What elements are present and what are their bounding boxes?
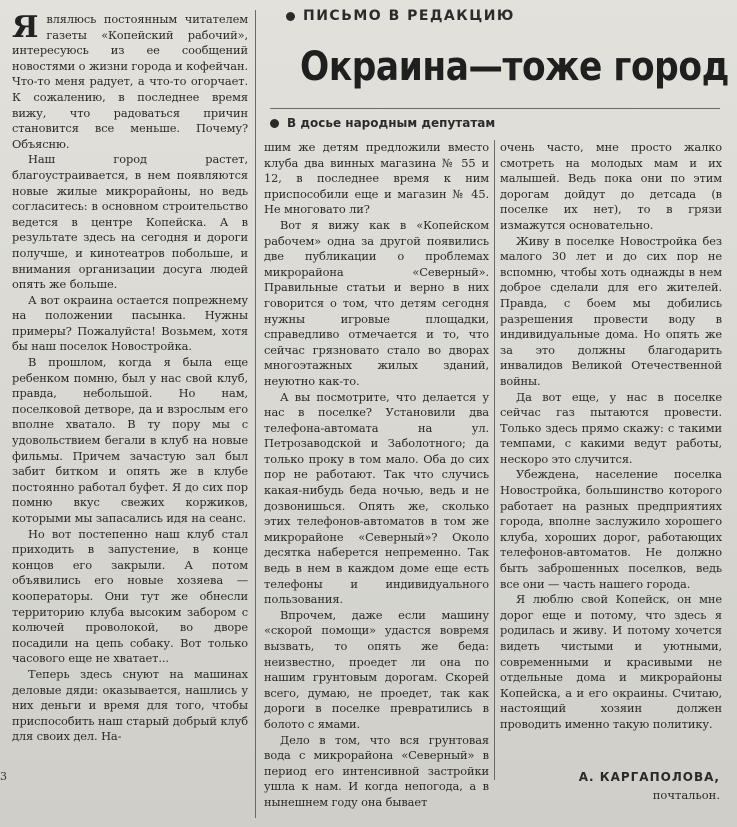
rubric-text: ПИСЬМО В РЕДАКЦИЮ xyxy=(303,8,515,24)
header-rule xyxy=(270,108,720,109)
subheading-text: В досье народным депутатам xyxy=(287,116,496,130)
paragraph: очень часто, мне просто жалко смотреть на молодых мам и их малышей. Ведь пока они по этим дорогам дойдут до детсада (в поселке их нет), то в грязи измажутся основательно. xyxy=(500,140,722,232)
rubric-label xyxy=(286,8,716,24)
page-edge-mark: 3 xyxy=(0,770,7,783)
article-subheading xyxy=(270,116,720,130)
author-occupation: почтальон. xyxy=(652,788,720,802)
paragraph: Наш город растет, благоустраивается, в нем появляются новые жилые микрорайоны, но ведь согласитесь: в основном строительство ведется в центре Копейска. А в результате здесь на сегодня и дороги получше, и кинотеатров побольше, и внимания организации досуга людей опять же больше. xyxy=(12,152,248,292)
paragraph: шим же детям предложили вместо клуба два винных магазина № 55 и 12, в последнее время к ним приспособили еще и магазин № 45. Не многовато ли? xyxy=(264,140,489,217)
paragraph: А вот окраина остается попрежнему на положении пасынка. Нужны примеры? Пожалуйста! Возьмем, хотя бы наш поселок Новостройка. xyxy=(12,292,248,354)
paragraph: Впрочем, даже если машину «скорой помощи» удастся вовремя вызвать, то опять же беда: неизвестно, проедет ли она по нашим грунтовым дорогам. Скорей всего, думаю, не проедет, так как дороги в поселке превратились в болото с ямами. xyxy=(264,607,489,731)
author-signature: А. КАРГАПОЛОВА, xyxy=(578,770,720,784)
paragraph: Теперь здесь снуют на машинах деловые дяди: оказывается, нашлись у них деньги и время для того, чтобы приспособить наш старый добрый клуб для своих дел. На- xyxy=(12,666,248,744)
paragraph: Но вот постепенно наш клуб стал приходить в запустение, в конце концов его закрыли. А потом объявились его новые хозяева — кооператоры. Они тут же обнесли территорию клуба высоким забором с колючей проволокой, во дворе посадили на цепь собаку. Вот только часового еще не хватает... xyxy=(12,526,248,666)
article-column-3 xyxy=(500,140,722,733)
paragraph: Да вот еще, у нас в поселке сейчас газ пытаются провести. Только здесь прямо скажу: с такими темпами, с какими ведут работы, нескоро это случится. xyxy=(500,389,722,466)
paragraph: Живу в поселке Новостройка без малого 30 лет и до сих пор не вспомню, чтобы хоть однажды в нем доброе сделали для его жителей. Правда, с боем мы добились разрешения провести воду в индивидуальные дома. Но опять же за это должны благодарить инвалидов Великой Отечественной войны. xyxy=(500,233,722,388)
paragraph: Убеждена, население поселка Новостройка, большинство которого работает на разных предприятиях города, вполне заслужило хорошего клуба, хороших дорог, работающих телефонов-автоматов. Не должно быть заброшенных поселков, ведь все они — часть нашего города. xyxy=(500,467,722,591)
article-headline: Окраина—тоже город xyxy=(300,44,729,90)
article-column-1 xyxy=(12,12,248,745)
column-divider xyxy=(494,140,495,780)
paragraph xyxy=(12,12,248,152)
column-divider xyxy=(255,10,256,818)
paragraph: Я люблю свой Копейск, он мне дорог еще и потому, что здесь я родилась и живу. И потому хочется видеть чистыми и уютными, современными и красивыми не отдельные дома и микрорайоны Копейска, а и его окраины. Считаю, настоящий хозяин должен проводить именно такую политику. xyxy=(500,592,722,731)
paragraph-text: влялюсь постоянным читателем газеты «Копейский рабочий», интересуюсь из ее сообщений новостями о жизни города и кофейчан. Что-то меня радует, а что-то огорчает. К сожалению, в последнее время вижу, что радоваться причин становится все меньше. Почему? Объясню. xyxy=(12,12,248,151)
paragraph: В прошлом, когда я была еще ребенком помню, был у нас свой клуб, правда, небольшой. Но нам, поселковой детворе, да и взрослым его вполне хватало. В ту пору мы с удовольствием бегали в клуб на новые фильмы. Причем зачастую зал был забит битком и опять же в клубе постоянно работал буфет. Я до сих пор помню вкус свежих коржиков, которыми мы запасались идя на сеанс. xyxy=(12,355,248,525)
bullet-icon xyxy=(286,12,295,21)
bullet-icon xyxy=(270,119,279,128)
paragraph: Вот я вижу как в «Копейском рабочем» одна за другой появились две публикации о проблемах микрорайона «Северный». Правильные статьи и верно в них говорится о том, что детям сегодня нужны игровые площадки, справедливо отмечается и то, что сейчас грязновато стало во дворах многоэтажных жилых зданий, неуютно как-то. xyxy=(264,217,489,388)
article-column-2 xyxy=(264,140,489,811)
paragraph: Дело в том, что вся грунтовая вода с микрорайона «Северный» в период его интенсивной застройки ушла к нам. И когда непогода, а в нынешнем году она бывает xyxy=(264,732,489,809)
paragraph: А вы посмотрите, что делается у нас в поселке? Установили два телефона-автомата на ул. Петрозаводской и Заболотного; да только проку в том мало. Оба до сих пор не работают. Так что случись какая-нибудь беда ночью, ведь и не дозвонишься. Опять же, сколько этих телефонов-автоматов в том же микрорайоне «Северный»? Около десятка наберется непременно. Так ведь в нем в каждом доме еще есть телефоны и индивидуального пользования. xyxy=(264,389,489,607)
drop-cap: Я xyxy=(12,10,39,45)
